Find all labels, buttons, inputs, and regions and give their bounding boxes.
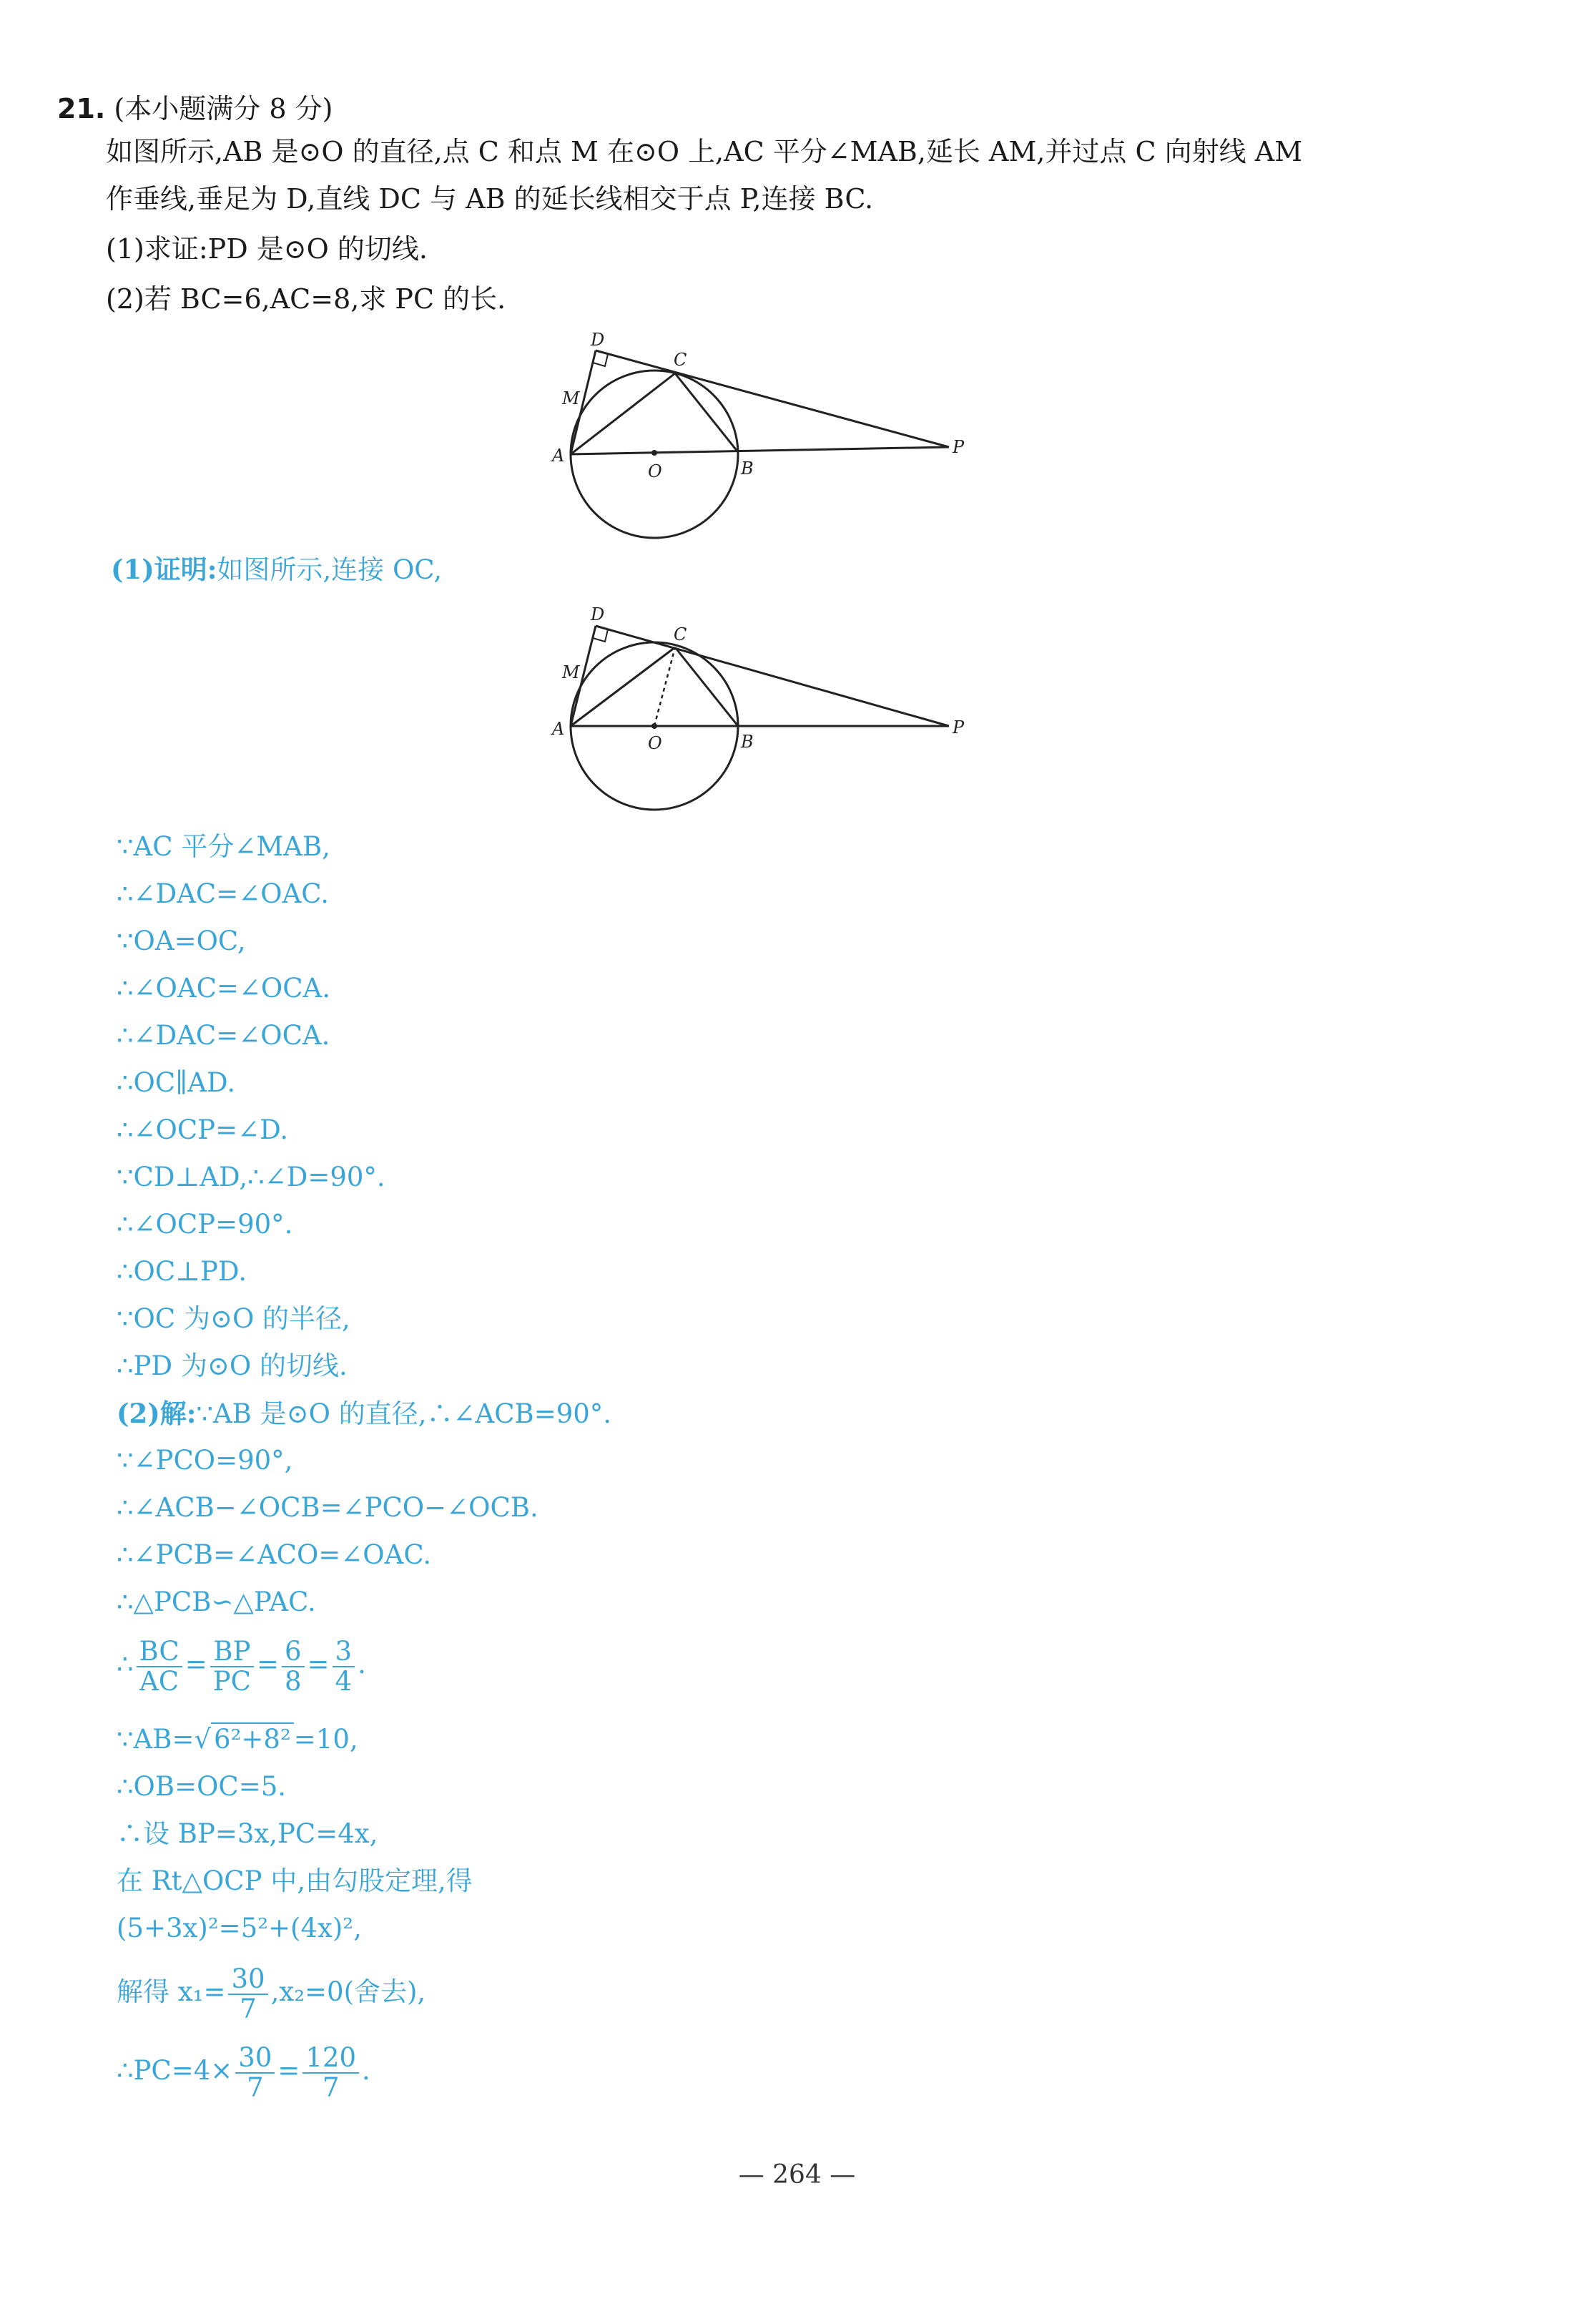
line-bc xyxy=(675,373,738,452)
proof-step: ∵OC 为⊙O 的半径, xyxy=(117,1303,350,1334)
page-number: — 264 — xyxy=(738,2160,856,2190)
final-prefix: ∴PC=4× xyxy=(117,2055,233,2086)
proof-step: ∴∠OCP=∠D. xyxy=(117,1114,289,1145)
label-o: O xyxy=(648,733,662,753)
solution-step: ∴OB=OC=5. xyxy=(117,1771,287,1802)
label-d: D xyxy=(591,330,605,350)
problem-number: 21. xyxy=(57,93,106,124)
line-oc-dotted xyxy=(654,647,675,726)
proof-step: ∴∠DAC=∠OCA. xyxy=(117,1020,330,1051)
final-answer-line xyxy=(117,2039,370,2103)
label-d: D xyxy=(591,604,605,624)
solution-step: ∴∠ACB−∠OCB=∠PCO−∠OCB. xyxy=(117,1492,538,1523)
label-p: P xyxy=(953,437,965,457)
problem-part1: (1)求证:PD 是⊙O 的切线. xyxy=(106,233,428,265)
problem-stem-line1: 如图所示,AB 是⊙O 的直径,点 C 和点 M 在⊙O 上,AC 平分∠MAB,延长 AM,并过点 C 向射线 AM xyxy=(106,136,1303,167)
label-b: B xyxy=(741,732,754,752)
label-a: A xyxy=(552,446,565,466)
solution-part1-header xyxy=(111,552,442,587)
center-dot xyxy=(651,723,657,729)
solution-step: ∴△PCB∽△PAC. xyxy=(117,1587,316,1617)
ratio-prefix: ∴ xyxy=(117,1649,134,1680)
label-c: C xyxy=(674,350,687,370)
fraction-30-7: $\frac{30}{7}$ xyxy=(228,1965,267,2024)
solve-suffix: ,x₂=0(舍去), xyxy=(270,1976,426,2007)
ab-length-line: ∵AB=√ 6²+8² =10, xyxy=(117,1724,358,1755)
equals-sign: = xyxy=(277,2055,300,2086)
line-dp xyxy=(596,626,949,726)
proof-step: ∴OC⊥PD. xyxy=(117,1256,247,1287)
label-m: M xyxy=(562,388,580,408)
solution-step: 在 Rt△OCP 中,由勾股定理,得 xyxy=(117,1865,473,1896)
problem-stem-line2: 作垂线,垂足为 D,直线 DC 与 AB 的延长线相交于点 P,连接 BC. xyxy=(106,183,874,215)
solution-step: ∵∠PCO=90°, xyxy=(117,1445,293,1476)
fraction-bp-pc: $\frac{BP}{PC}$ xyxy=(210,1637,254,1696)
solve-prefix: 解得 x₁= xyxy=(117,1976,226,2007)
label-p: P xyxy=(953,717,965,737)
radicand: 6²+8² xyxy=(211,1722,294,1755)
proof-step: ∴PD 为⊙O 的切线. xyxy=(117,1350,348,1381)
label-a: A xyxy=(552,719,565,739)
proof-step: ∴∠OAC=∠OCA. xyxy=(117,973,331,1004)
final-suffix: . xyxy=(362,2055,370,2086)
geometry-figure-1 xyxy=(543,325,973,547)
label-o: O xyxy=(648,461,662,481)
proof-step: ∵OA=OC, xyxy=(117,926,246,956)
ab-suffix: =10, xyxy=(293,1724,358,1755)
proof-step: ∴OC∥AD. xyxy=(117,1067,236,1098)
solution-step: (5+3x)²=5²+(4x)², xyxy=(117,1913,362,1943)
proof-step: ∴∠OCP=90°. xyxy=(117,1209,293,1240)
problem-header xyxy=(57,92,333,126)
solution-step: ∴设 BP=3x,PC=4x, xyxy=(117,1818,378,1849)
part2-label: (2)解: xyxy=(117,1398,197,1429)
fraction-bc-ac: $\frac{BC}{AC}$ xyxy=(137,1637,182,1696)
fraction-120-7: $\frac{120}{7}$ xyxy=(302,2044,359,2102)
part1-intro: 如图所示,连接 OC, xyxy=(217,554,443,585)
part1-label: (1)证明: xyxy=(111,554,217,585)
score-note: (本小题满分 8 分) xyxy=(114,93,333,124)
label-m: M xyxy=(562,662,580,682)
line-dp xyxy=(596,350,949,447)
solution-step: ∴∠PCB=∠ACO=∠OAC. xyxy=(117,1539,432,1570)
fraction-3-4: $\frac{3}{4}$ xyxy=(333,1637,355,1696)
solution-part2-header xyxy=(117,1396,611,1431)
fraction-30-7: $\frac{30}{7}$ xyxy=(235,2044,275,2102)
ab-prefix: ∵AB= xyxy=(117,1724,195,1755)
geometry-figure-2 xyxy=(543,597,973,819)
part2-intro: ∵AB 是⊙O 的直径,∴∠ACB=90°. xyxy=(196,1398,612,1429)
proof-step: ∵CD⊥AD,∴∠D=90°. xyxy=(117,1162,385,1192)
label-b: B xyxy=(741,459,754,479)
ratio-line: ∴ $\frac{BC}{AC}$ = $\frac{BP}{PC}$ = $\frac{6}{8}$ = $\frac{3}{4}$ . xyxy=(117,1635,366,1697)
proof-step: ∵AC 平分∠MAB, xyxy=(117,831,330,862)
fraction-6-8: $\frac{6}{8}$ xyxy=(282,1637,305,1696)
line-ap xyxy=(571,447,949,454)
problem-part2: (2)若 BC=6,AC=8,求 PC 的长. xyxy=(106,283,506,315)
solve-line xyxy=(117,1960,425,2024)
label-c: C xyxy=(674,624,687,644)
proof-step: ∴∠DAC=∠OAC. xyxy=(117,878,330,909)
center-dot xyxy=(651,450,657,456)
